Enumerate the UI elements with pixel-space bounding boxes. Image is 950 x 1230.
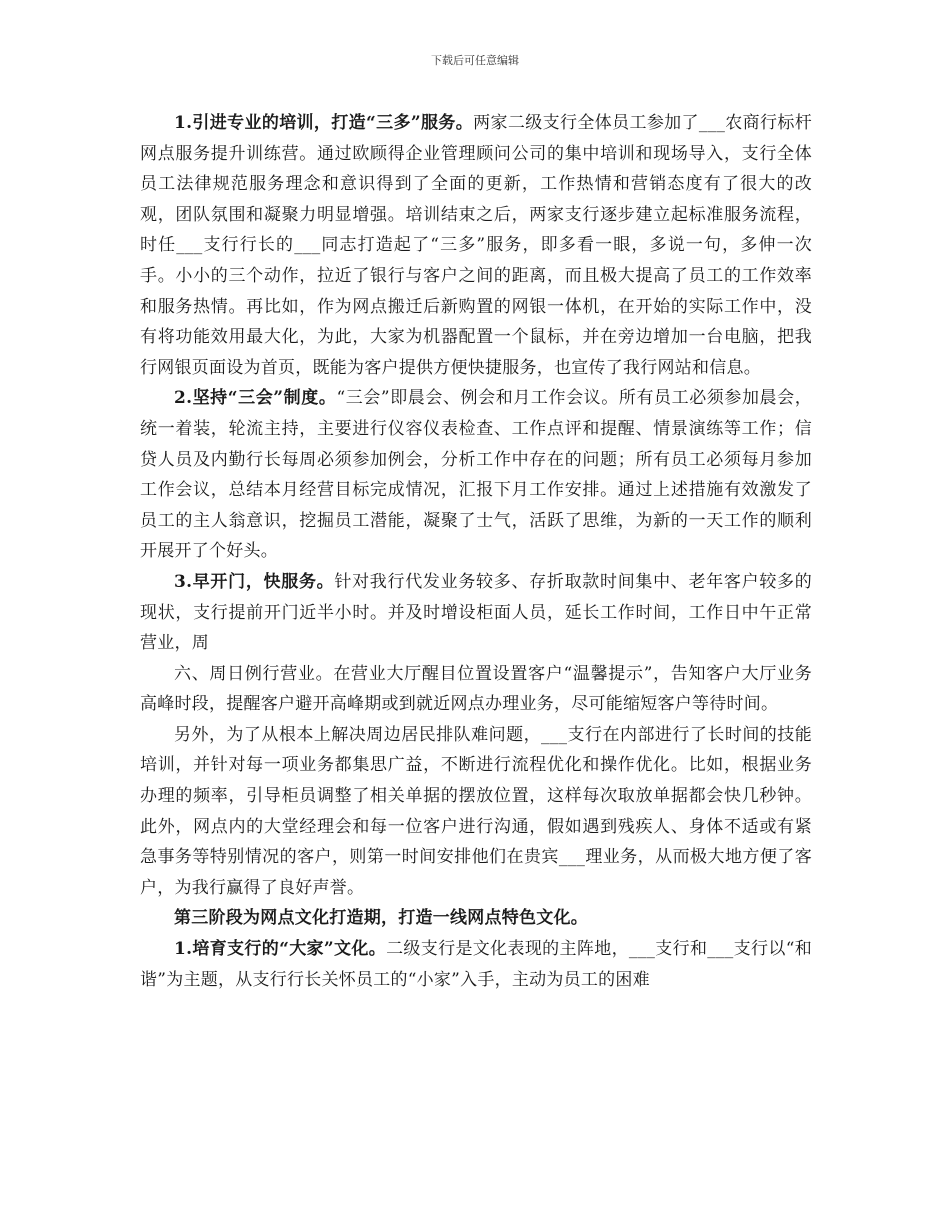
paragraph-family-culture [140,934,812,995]
paragraph-early-open [140,567,812,659]
section-heading-stage-three [140,903,812,934]
paragraph-lead: 1.引进专业的培训，打造“三多”服务。 [174,113,474,133]
paragraph-weekend [140,659,812,720]
paragraph-text: 针对我行代发业务较多、存折取款时间集中、老年客户较多的现状，支行提前开门近半小时。并及时增设柜面人员，延长工作时间，工作日中午正常营业，周 [140,571,813,654]
paragraph-text: 二级支行是文化表现的主阵地，___支行和___支行以“和谐”为主题，从支行行长关怀员工的“小家”入手，主动为员工的困难 [140,939,812,990]
paragraph-lead: 1.培育支行的“大家”文化。 [174,939,387,960]
paragraph-text: 六、周日例行营业。在营业大厅醒目位置设置客户“温馨提示”，告知客户大厅业务高峰时段，提醒客户避开高峰期或到就近网点办理业务，尽可能缩短客户等待时间。 [140,663,812,715]
paragraph-lead: 2.坚持“三会”制度。 [174,388,337,409]
paragraph-text: 另外，为了从根本上解决周边居民排队难问题，___支行在内部进行了长时间的技能培训，并针对每一项业务都集思广益，不断进行流程优化和操作优化。比如，根据业务办理的频率，引导柜员调整了相关单据的摆放位置，这样每次取放单据都会快几秒钟。此外，网点内的大堂经理会和每一位客户进行沟通，假如遇到残疾人、身体不适或有紧急事务等特别情况的客户，则第一时间安排他们在贵宾___理业务，从而极大地方便了客户，为我行赢得了良好声誉。 [140,724,812,898]
paragraph-text: 两家二级支行全体员工参加了___农商行标杆网点服务提升训练营。通过欧顾得企业管理顾问公司的集中培训和现场导入，支行全体员工法律规范服务理念和意识得到了全面的更新，工作热情和营销态度有了很大的改观，团队氛围和凝聚力明显增强。培训结束之后，两家支行逐步建立起标准服务流程，时任___支行行长的___同志打造起了“三多”服务，即多看一眼，多说一句，多伸一次手。小小的三个动作，拉近了银行与客户之间的距离，而且极大提高了员工的工作效率和服务热情。再比如，作为网点搬迁后新购置的网银一体机，在开始的实际工作中，没有将功能效用最大化，为此，大家为机器配置一个鼠标，并在旁边增加一台电脑，把我行网银页面设为首页，既能为客户提供方便快捷服务，也宣传了我行网站和信息。 [140,113,812,378]
paragraph-training [140,108,812,383]
document-body [140,108,812,995]
paragraph-three-meetings [140,383,812,567]
paragraph-text: “三会”即晨会、例会和月工作会议。所有员工必须参加晨会，统一着装，轮流主持，主要进行仪容仪表检查、工作点评和提醒、情景演练等工作；信贷人员及内勤行长每周必须参加例会，分析工作中存在的问题；所有员工必须每月参加工作会议，总结本月经营目标完成情况，汇报下月工作安排。通过上述措施有效激发了员工的主人翁意识，挖掘员工潜能，凝聚了士气，活跃了思维，为新的一天工作的顺利开展开了个好头。 [140,388,812,562]
paragraph-lead: 第三阶段为网点文化打造期，打造一线网点特色文化。 [174,908,588,929]
paragraph-lead: 3.早开门，快服务。 [174,571,335,592]
paragraph-queue [140,720,812,904]
page-header: 下载后可任意编辑 [431,54,519,67]
